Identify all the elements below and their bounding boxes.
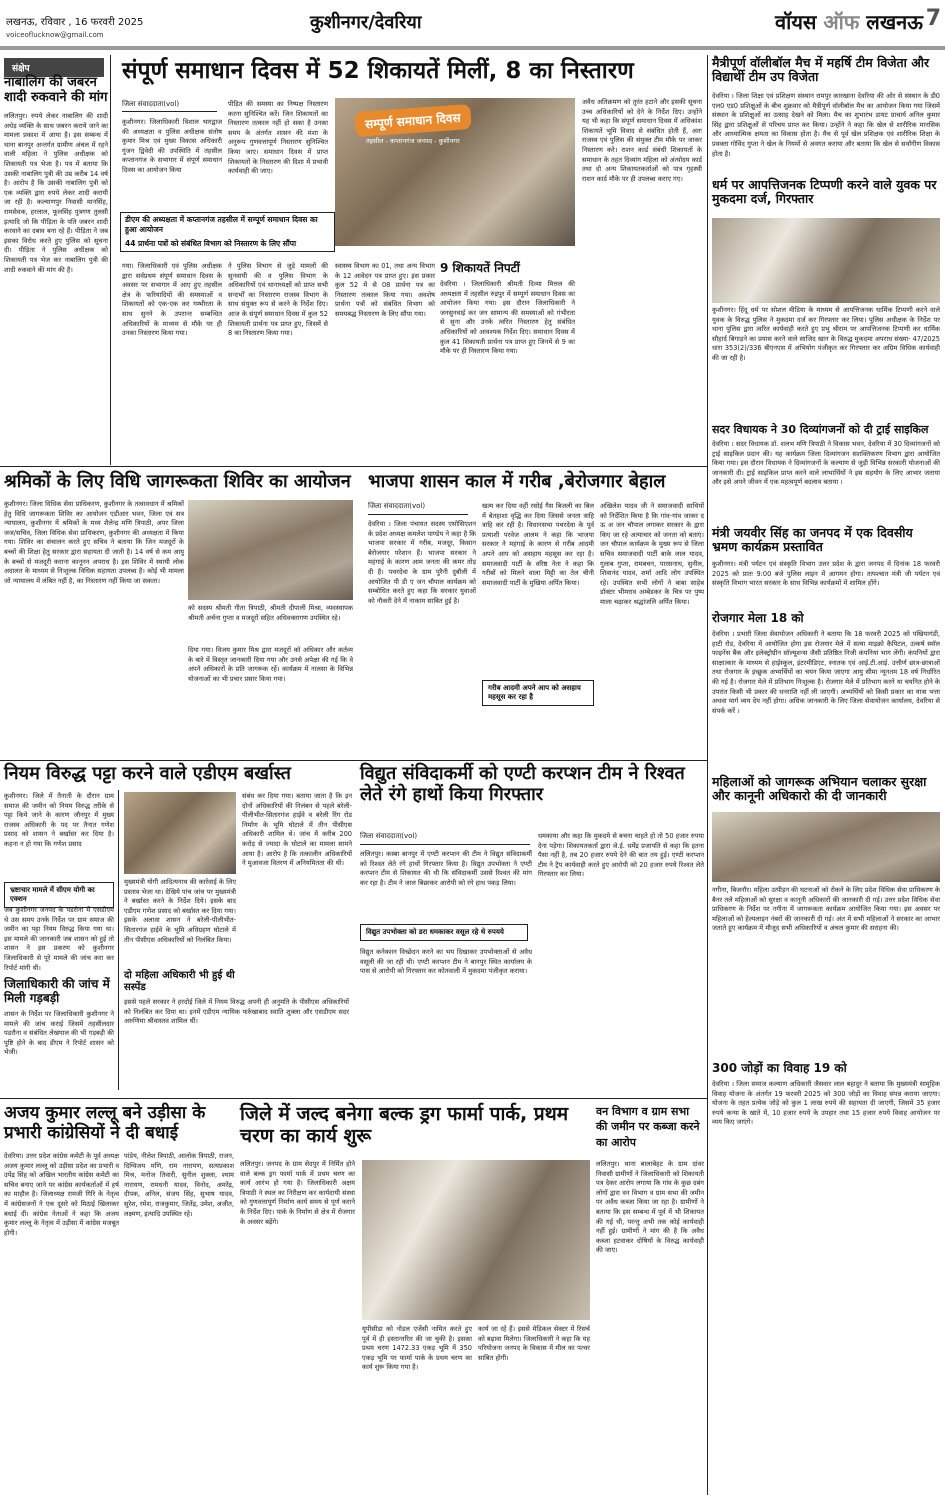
forest-headline[interactable]: वन विभाग व ग्राम सभा की जमीन पर कब्जा करने का आरोप [596, 1105, 700, 1149]
bjp-col1: देवरिया । जिला पंचायत सदस्य एसोसिएशन के प्रदेश अध्यक्ष कमलेश पाण्डेय ने कहा है कि भाजपा सरकार में गरीब, मजदूर, किसान बेरोजगार परेशान हैं। भाजपा सरकार ने महंगाई के कारण आम जनता की कमर तोड़ दी है। पथरदेवा के ग्राम पुरैनी दुबौली में आयोजित पी डी ए जन चौपाल कार्यक्रम को सम्बोधित करते हुए कहा कि सरकार युवाओं को नौकरी देने में नाकाम साबित हुई है। [368, 520, 476, 605]
bjp-highlight: गरीब आदमी अपने आप को असहाय महसूस कर रहा है [482, 680, 594, 706]
legal-camp-body-2: दिया गया। विजय कुमार मिश्र द्वारा मजदूरों को अधिकार और कर्तव्य के बारे में विस्तृत जानकारी दिया गया और उनसे अपेक्षा की गई कि वे अपने अधिकारों के प्रति जागरूक रहें। कार्यक्रम में नालसा के विभिन्न योजनाओं का भी प्रचार प्रसार किया गया। [188, 646, 353, 683]
column-divider [118, 790, 119, 1090]
drug-park-col1: ललितपुर। जनपद के ग्राम सेदपुर में निर्मित होने वाले बल्क ड्रग फार्मा पार्क में प्रथम चरण का कार्य आरंभ हो गया है। जिलाधिकारी अक्षय त्रिपाठी ने स्थल का निरीक्षण कर कार्यदायी संस्था को गुणवत्तापूर्ण निर्माण कार्य समय से पूर्ण कराने के निर्देश दिए। पार्क के निर्माण से क्षेत्र में रोजगार के अवसर बढ़ेंगे। [240, 1160, 355, 1226]
legal-camp-photo[interactable] [188, 500, 353, 600]
row-divider [0, 466, 707, 467]
row-divider [0, 760, 707, 761]
electricity-byline: जिला संवाददाता(vol) [360, 832, 418, 840]
lead-col4: ने पुलिस विभाग से जुड़े मामलों की सुनवायी की व पुलिस विभाग के अधिकारियों एवं थानाध्यक्षों को प्राप्त सभी सन्दर्भों का निस्तारण राजस्व विभाग के साथ संयुक्त रूप से करने के निर्देश दिए। आज के संपूर्ण समाधान दिवस में कुल 52 शिकायती प्रार्थना पत्र प्राप्त हुए, जिसमें से 8 का निस्तारण किया गया। [228, 262, 328, 338]
volleyball-body: देवरिया । जिला शिक्षा एवं प्रशिक्षण संस्थान रामपुर कारखाना देवरिया की ओर से संस्थान के डी0 एल0 एड0 प्रशिक्षुओं के बीच शुक्रवार को मैत्रीपूर्ण वॉलीबॉल मैच का आयोजन किया गया जिसमें संस्थान के प्रशिक्षुओं का उत्साह देखने को मिला। मैच का शुभारंभ डायट प्राचार्य अनिल कुमार सिंह द्वारा प्रशिक्षुओं से परिचय प्राप्त कर किया। उन्होंने ने कहा कि खेल से शारीरिक मानसिक और आध्यात्मिक क्षमता का विकास होता है। मैच से पूर्व खेल प्रशिक्षक एवं शारीरिक शिक्षा के प्रवक्ता गोविंद गुप्ता ने खेल के नियमों से अवगत कराया और बताया कि खेल से सर्वांगीण विकास होता है। [712, 92, 940, 158]
adm-headline[interactable]: नियम विरुद्ध पट्टा करने वाले एडीएम बर्खास्त [4, 763, 291, 784]
legal-camp-caption: को सदस्य श्रीमती गीता त्रिपाठी, श्रीमती दीपाली मिश्रा, व्यवस्थापक श्रीमती अर्चना गुप्ता व मजदूरों सहित अधिवक्तागण उपस्थित रहे। [188, 604, 353, 622]
masthead-logo [775, 8, 923, 35]
adm-subhead[interactable]: जिलाधिकारी की जांच में मिली गड़बड़ी [4, 977, 110, 1005]
contact-email[interactable]: voiceoflucknow@gmail.com [6, 31, 104, 39]
photo-banner: सम्पूर्ण समाधान दिवस [354, 104, 471, 137]
adm-col2b: इससे पहले सरकार ने हरदोई जिले में नियम विरुद्ध अपनी ही अनुमति के पीसीएस अधिकारियों को निलंबित कर दिया था। इनमें एडीएम न्यायिक फर्रुखाबाद स्वाति शुक्ला और एसडीएम सदर अरुणिमा श्रीवास्तव शामिल थीं। [124, 998, 349, 1026]
legal-camp-body: कुशीनगर। जिला विधिक सेवा प्राधिकरण, कुशीनगर के तत्वावधान में श्रमिकों हेतु विधि जागरूकता शिविर का आयोजन एडीआर भवन, जिला एवं सत्र न्यायालय, कुशीनगर में श्रमिकों के मध्य शैलेन्द्र मणि त्रिपाठी, अपर जिला जज/सचिव, जिला विधिक सेवा प्राधिकरण, कुशीनगर की अध्यक्षता में किया गया। शिविर का संचालन करते हुए सचिव ने बताया कि जिन मजदूरों के बच्चों की शिक्षा हेतु सरकार द्वारा सहायता दी जाती है। 14 वर्ष से कम आयु के बच्चों से मजदूरी कराना कानूनन अपराध है। इस शिविर में स्थायी लोक अदालत के माध्यम से निःशुल्क विधिक सहायता उपलब्ध है। कोई भी मामला जो न्यायालय में लंबित नहीं है, का निस्तारण नहीं किया जा सकता। [4, 500, 184, 585]
lead-col3: गया। जिलाधिकारी एवं पुलिस अधीक्षक द्वारा सर्वप्रथम संपूर्ण समाधान दिवस के अवसर पर सभागार में आए हुए तहसील क्षेत्र के फरियादियों की समस्याओं व शिकायतों को एक-एक कर गम्भीरता के साथ सुनने के उपरान्त सम्बन्धित अधिकारियों के माध्यम से मौके पर ही उनका निस्तारण किया गया। [122, 262, 222, 338]
adm-highlight: भ्रष्टाचार मामले में सीएम योगी का एक्शन [4, 882, 114, 908]
bjp-headline[interactable]: भाजपा शासन काल में गरीब ,बेरोजगार बेहाल [368, 471, 666, 492]
forest-body: ललितपुर। थाना बालाबेहट के ग्राम दांवर निवासी ग्रामीणों ने जिलाधिकारी को शिकायती पत्र देकर आरोप लगाया कि गांव के कुछ दबंग लोगों द्वारा वन विभाग व ग्राम सभा की जमीन पर अवैध कब्जा किया जा रहा है। ग्रामीणों ने बताया कि इस सम्बन्ध में पूर्व में भी शिकायत की गई थी, परन्तु अभी तक कोई कार्यवाही नहीं हुई। ग्रामीणों ने मांग की है कि अवैध कब्जा हटवाकर दोषियों के विरुद्ध कार्यवाही की जाए। [596, 1160, 704, 1255]
volleyball-headline[interactable]: मैत्रीपूर्ण वॉलीबॉल मैच में महर्षि टीम विजेता और विद्यार्थी टीम उप विजेता [712, 55, 930, 85]
lead-headline[interactable]: संपूर्ण समाधान दिवस में 52 शिकायतें मिलीं, 8 का निस्तारण [122, 58, 634, 84]
bjp-col3: अखिलेश यादव जी ने समाजवादी साथियों को निर्देशित किया है कि गांव-गांव जाकर द ऊ अ जन चौपाल लगाकर सरकार के द्वारा किए जा रहे अत्याचार को जनता को बताएं। जन चौपाल कार्यक्रम के मुख्य रूप से जिला सचिव समाजवादी पार्टी बाके लाल यादव, गुलाब गुप्ता, रामबचन, पारसनाथ, सुनील, शिवानंद यादव, शर्मा आदि लोग उपस्थित रहे। उपस्थित सभी लोगों ने बाबा साहेब डॉक्टर भीमराव अम्बेडकर के चित्र पर पुष्प माला चढ़ाकर श्रद्धांजलि अर्पित किया। [600, 502, 704, 606]
issue-date: लखनऊ, रविवार , 16 फरवरी 2025 [6, 17, 144, 28]
brand-part-1: वॉयस [775, 10, 817, 34]
adm-col3: संबंध कर दिया गया। बताया जाता है कि इन दोनों अधिकारियों की निलंबन से पहले बरेली-पीलीभीत-सितारगंज हाईवे व बरेली रिंग रोड निर्माण के भूमि घोटाले में तीन पीसीएस अधिकारी शामिल थे। जांच में करीब 200 करोड़ से ज्यादा के घोटाले का मामला सामने आया है। आरोप है कि तत्कालीन अधिकारियों ने मुआवजा वितरण में अनियमितता की थी। [242, 792, 352, 868]
arrest-body: कुशीनगर। हिंदू धर्म पर सोशल मीडिया के माध्यम से आपत्तिजनक धार्मिक टिप्पणी करने वाले युवक के विरुद्ध पुलिस ने मुकदमा दर्ज कर गिरफ्तार कर लिया। पुलिस अधीक्षक के निर्देश पर थाना पुलिस द्वारा त्वरित कार्यवाही करते हुए प्रभु श्रीराम पर आपत्तिजनक टिप्पणी कर धार्मिक सौहार्द बिगाड़ने का प्रयास करने वाले साजिद खान के विरुद्ध मुकदमा अपराध संख्या- 47/2025 धारा 353(2)/336 बीएनएस में अभियोग पंजीकृत कर गिरफ्तार कर अग्रिम विधिक कार्यवाही की जा रही है। [712, 306, 940, 362]
drug-park-col3: कार्य जा रहे हैं। इससे मेडिकल सेक्टर में रिसर्च को बढ़ावा मिलेगा। जिलाधिकारी ने कहा कि यह परियोजना जनपद के विकास में मील का पत्थर साबित होगी। [478, 1325, 590, 1362]
lead-col2: पीड़ित की समस्या का निष्पक्ष निस्तारण करना सुनिश्चित करें। जिन शिकायतों का निस्तारण तत्काल नहीं हो सका है उनका समय के अंतर्गत शासन की मंशा के अनुरूप गुणवत्तापूर्ण निस्तारण सुनिश्चित किया जाए। समाधान दिवस में प्राप्त शिकायतों के निस्तारण की दिशा में प्रभावी कार्यवाही की जाए। [228, 100, 328, 176]
byline-rule [368, 514, 468, 515]
photo-banner-sub: तहसील - कप्तानगंज जनपद - कुशीनगर [365, 137, 460, 145]
byline-rule [360, 844, 530, 845]
congress-headline[interactable]: अजय कुमार लल्लू बने उड़ीसा के प्रभारी कांग्रेसियों ने दी बधाई [4, 1103, 206, 1143]
section-title: कुशीनगर/देवरिया [310, 12, 422, 33]
page-number: 7 [925, 6, 941, 31]
brand-part-3: लखनऊ [866, 10, 923, 34]
adm-body-3: शासन के निर्देश पर जिलाधिकारी कुशीनगर ने मामले की जांच कराई जिसमें तहसीलदार पडरौना व संबंधित लेखपाल की भी गड़बड़ी की पुष्टि होने के बाद डीएम ने रिपोर्ट शासन को भेजी। [4, 1010, 114, 1057]
drug-park-caption: यूपीसीडा को नोडल एजेंसी नामित करते हुए पूर्व में ही हस्तान्तरित की जा चुकी है। इसका प्रथम चरण 1472.33 एकड़ भूमि में 350 एकड़ भूमि पर फार्मा पार्क के प्रथम चरण का कार्य शुरू किया गया है। [362, 1325, 472, 1372]
congress-col2: पांडेय, नीलेश त्रिपाठी, आलोक त्रिपाठी, राजन, दिग्विजय मणि, राम नारायण, सत्यप्रकाश मिश्र, मनोज तिवारी, सुनील शुक्ला, श्याम नारायण, रामधनी यादव, विनोद, अमरेंद्र, दीपक, अनिल, संजय सिंह, सुभाष यादव, सुरेश, रमेश, राजकुमार, जितेंद्र, उमेश, अजीत, लक्ष्मण, इत्यादि उपस्थित रहे। [124, 1152, 234, 1218]
tricycle-body: देवरिया । सदर विधायक डॉ. शलभ मणि त्रिपाठी ने विकास भवन, देवरिया में 30 दिव्यांगजनों को ट्राई साइकिल प्रदान की। यह कार्यक्रम जिला दिव्यांगजन सशक्तिकरण विभाग द्वारा आयोजित किया गया। इस दौरान विधायक ने दिव्यांगजनों के कल्याण से जुड़ी विभिन्न सरकारी योजनाओं की जानकारी दी। ट्राई साइकिल प्राप्त करने वाले लाभार्थियों ने इस सहयोग के लिए आभार जताया और इसे अपने जीवन में एक महत्वपूर्ण बदलाव बताया । [712, 440, 940, 487]
brief-headline[interactable]: नाबालिग की जबरन शादी रुकवाने की मांग [4, 75, 108, 105]
adm-body: कुशीनगर। जिले में तैनाती के दौरान ग्राम समाज की जमीन को नियम विरुद्ध तरीके से पट्टा किये जाने के कारण जौनपुर में मुख्य राजस्व अधिकारी के पद पर तैनात गणेश प्रसाद को शासन ने बर्खास्त कर दिया है। कहना न हो गया कि गणेश प्रसाद [4, 792, 114, 848]
lead-photo[interactable] [335, 98, 575, 246]
legal-camp-headline[interactable]: श्रमिकों के लिए विधि जागरूकता शिविर का आयोजन [4, 471, 351, 492]
women-headline[interactable]: महिलाओं को जागरूक अभियान चलाकर सुरक्षा और कानूनी अधिकारो की दी जानकारी [712, 774, 927, 804]
adm-subhead-2[interactable]: दो महिला अधिकारी भी हुई थी सस्पेंड [124, 970, 235, 993]
lead-right-col: अवैध अतिक्रमण को तुरंत हटाने और इसकी सूचना उच्च अधिकारियों को देने के निर्देश दिए। उन्होंने यह भी कहा कि संपूर्ण समाधान दिवस में अधिकांश शिकायतें भूमि विवाद से संबंधित होती हैं, अतः राजस्व एवं पुलिस की संयुक्त टीम मौके पर जाकर निस्तारण करे। राशन कार्ड संबंधी शिकायतों के समाधान के तहत दिव्यांग महिला को अंत्योदय कार्ड तथा दो अन्य शिकायतकर्ताओं को पात्र गृहस्थी राशन कार्ड मौके पर ही उपलब्ध कराए गए। [582, 98, 702, 183]
header-divider [0, 46, 945, 50]
electricity-col2: विद्युत कनेक्शन विच्छेदन करने का भय दिखाकर उपभोक्ताओं से अवैध वसूली की जा रही थी। एण्टी करप्शन टीम ने बानपुर स्थित कार्यालय के पास से आरोपी को गिरफ्तार कर कोतवाली में मुकदमा पंजीकृत कराया। [360, 948, 532, 976]
lead-highlight-1: डीएम की अध्यक्षता में कप्तानगंज तहसील में सम्पूर्ण समाधान दिवस का हुआ आयोजन [125, 215, 318, 234]
electricity-headline[interactable]: विद्युत संविदाकर्मी को एण्टी करप्शन टीम ने रिश्वत लेते रंगे हाथों किया गिरफ्तार [360, 763, 685, 805]
arrest-photo[interactable] [712, 218, 940, 303]
column-divider [110, 55, 111, 465]
congress-body: देवरिया। उत्तर प्रदेश कांग्रेस कमेटी के पूर्व अध्यक्ष अजय कुमार लल्लू को उड़ीसा प्रदेश का प्रभारी व उपेंद्र सिंह को अखिल भारतीय कांग्रेस कमेटी का सचिव बनाए जाने पर कांग्रेस कार्यकर्ताओं में हर्ष का माहौल है। जिलाध्यक्ष रामजी गिरि के नेतृत्व में कांग्रेसजनों ने एक दूसरे को मिठाई खिलाकर बधाई दी। कांग्रेस नेताओं ने कहा कि अजय कुमार लल्लू के नेतृत्व में उड़ीसा में कांग्रेस मजबूत होगी। [4, 1152, 119, 1237]
job-fair-body: देवरिया । प्रभारी जिला सेवायोजन अधिकारी ने बताया कि 18 फरवरी 2025 को पखियागंडी, हाटी रोड, देवरिया में आयोजित होगा इस रोजगार मेले में सत्या माइक्रो कैपिटल, उत्कर्ष स्मॉल फाइनेंस बैंक और इलेक्ट्रोग्रीन सॉल्यूशन्स जैसी प्रतिष्ठित निजी कंपनियां भाग लेंगी। कंपनियों द्वारा साक्षात्कार के माध्यम से हाईस्कूल, इंटरमीडिएट, स्नातक एवं आई.टी.आई. उत्तीर्ण छात्र-छात्राओं तथा रोजगार के इच्छुक अभ्यर्थियों का चयन किया जाएगा आयु सीमा न्यूनतम 18 वर्ष निर्धारित की गई है। रोजगार मेले में प्रतिभाग निःशुल्क है। रोजगार मेले में प्रतिभाग करने या चयनित होने के उपरांत किसी भी प्रकार की धनराशि नहीं ली जाएगी। अभ्यर्थियों को किसी प्रकार का यात्रा भत्ता अथवा मार्ग व्यय देय नहीं होगा। अधिक जानकारी के लिए जिला सेवायोजन कार्यालय, देवरिया से संपर्क करें । [712, 630, 940, 715]
lead-highlight-2: 44 प्रार्थना पत्रों को संबंधित विभाग को निस्तारण के लिए सौंपा [125, 239, 297, 248]
electricity-col3: धमकाया और कहा कि मुकदमे से बचना चाहते हो तो 50 हजार रुपया देना पड़ेगा। शिकायतकर्ता द्वारा जे.ई. धर्मेंद्र प्रजापति से कहा कि इतना पैसा नहीं है, तब 20 हजार रुपये देने की बात तय हुई। एण्टी करप्शन टीम ने ट्रैप कार्यवाही करते हुए आरोपी को 20 हजार रुपये रिश्वत लेते गिरफ्तार कर लिया। [538, 832, 704, 879]
adm-col2: मुख्यमंत्री योगी आदित्यनाथ की कार्रवाई के लिए प्रस्ताव भेजा था। देखिये पांच जांच पर मुख्यमंत्री ने बर्खास्त करने के निर्देश दिये। इसके बाद एडीएम गणेश प्रसाद को बर्खास्त कर दिया गया। इसके अलावा शासन ने बरेली-पीलीभीत-सितारगंज हाईवे के भूमि अधिग्रहण घोटाले में तीन पीसीएस अधिकारियों को निलंबित किया। [124, 878, 236, 944]
lead-col1: कुशीनगर। जिलाधिकारी विशाल भारद्वाज की अध्यक्षता व पुलिस अधीक्षक संतोष कुमार मिश्र एवं मुख्य विकास अधिकारी गुंजन द्विवेदी की उपस्थिति में तहसील कप्तानगंज के सभागार में संपूर्ण समाधान दिवस का आयोजन किया [122, 118, 222, 174]
women-photo[interactable] [712, 812, 940, 882]
sub-story-headline[interactable]: 9 शिकायतें निपटीं [440, 261, 520, 275]
marriage-headline[interactable]: 300 जोड़ों का विवाह 19 को [712, 1061, 847, 1075]
electricity-highlight: विद्युत उपभोक्ता को डरा धमकाकर वसूल रहे थे रुपयये [360, 924, 528, 941]
brief-label: संक्षेप [4, 58, 104, 77]
brand-part-2: ऑफ [823, 10, 860, 34]
bjp-col2: खत्म कर दिया वहीं रसोई गैस बिजली का बिल में बेतहाशा वृद्धि कर दिया जिससे जनता त्राहि त्राहि कर रही है। विधानसभा पथरदेवा के पूर्व प्रत्याशी परवेज आलम ने कहा कि भाजपा सरकार ने महंगाई के कारण से गरीब आदमी अपने आप को असहाय महसूस कर रहा है। समाजवादी पार्टी के वरिष्ठ नेता ने कहा कि गरीबों को मिलने वाला मिट्टी का तेल चीनी समाजवादी पार्टी के मुखिया अर्पित किया। [482, 502, 594, 587]
job-fair-headline[interactable]: रोजगार मेला 18 को [712, 611, 804, 625]
row-divider [0, 1098, 707, 1099]
sub-story-body: देवरिया । जिलाधिकारी श्रीमती दिव्या मित्तल की अध्यक्षता में तहसील रुद्रपुर में सम्पूर्ण समाधान दिवस का आयोजन किया गया। इस दौरान जिलाधिकारी ने जनसुनवाई कर जन सामान्य की समस्याओं को गंभीरता से सुना और उनके त्वरित निस्तारण हेतु संबंधित अधिकारियों को आवश्यक निर्देश दिए। समाधान दिवस में कुल 41 शिकायती प्रार्थना पत्र प्राप्त हुए जिनमें से 9 का मौके पर ही निस्तारण किया गया। [440, 280, 575, 356]
lead-byline: जिला संवाददाता(vol) [122, 100, 180, 108]
minister-headline[interactable]: मंत्री जयवीर सिंह का जनपद में एक दिवसीय भ्रमण कार्यक्रम प्रस्तावित [712, 525, 913, 555]
lead-highlights-box [120, 212, 335, 252]
brief-body: ललितपुर। रुपये लेकर नाबालिग की शादी अधेड़ व्यक्ति के साथ जबरन कराये जाने का मामला प्रकाश में आया है। इस सम्बन्ध में थाना बानपुर अन्तर्गत ग्रामीण अंचल में रहने वाली महिला ने पुलिस अधीक्षक को शिकायती पत्र भेजा है। पत्र में बताया कि उसकी नाबालिग पुत्री की उम्र करीब 14 वर्ष है। आरोप है कि उसकी नाबालिग पुत्री को एक व्यक्ति द्वारा रुपये लेकर शादी करायी जा रही है। कल्याणपुर निवासी मानसिंह, रामसेवक, हरलाल, फूलसिंह पुत्रगण तुलसी इत्यादि जो कि पीड़िता के पति जबरन शादी करवाने का दबाव बना रहे हैं। पीड़िता ने जब इसका विरोध करते हुए पुलिस को सूचना दी। पीड़िता ने पुलिस अधीक्षक को शिकायती पत्र भेज कर नाबालिग पुत्री की शादी रुकवाने की मांग की है। [4, 112, 108, 274]
drug-park-photo[interactable] [362, 1160, 590, 1320]
lead-col5: स्वास्थ्य विभाग का 01, तथा अन्य विभाग के 12 आवेदन पत्र प्राप्त हुए। इस प्रकार कुल 52 में से 08 प्रार्थना पत्र का निस्तारण तत्काल किया गया। अवशेष प्रार्थना पत्रों को संबंधित विभाग को समयबद्ध निस्तारण के लिए सौंपा गया। [335, 262, 435, 318]
tricycle-headline[interactable]: सदर विधायक ने 30 दिव्यांगजनों को दी ट्राई साइकिल [712, 423, 929, 436]
drug-park-headline[interactable]: जिले में जल्द बनेगा बल्क ड्रग फार्मा पार्क, प्रथम चरण का कार्य शुरू [240, 1103, 569, 1147]
minister-body: कुशीनगर। मंत्री पर्यटन एवं संस्कृति विभाग उत्तर प्रदेश के द्वारा जनपद में दिनांक 18 फरवरी 2025 को प्रातः 9:00 बजे पुलिस लाइन में आगमन होगा। तत्पश्चात मंत्री जी पर्यटन एवं संस्कृति विभाग भारत सरकार के साथ विभिन्न कार्यक्रमों में शामिल होंगे। [712, 560, 940, 588]
bjp-byline: जिला संवाददाता(vol) [368, 502, 426, 510]
column-divider [707, 55, 708, 1495]
electricity-col1: ललितपुर। कस्बा बानपुर में एण्टी करप्शन की टीम ने विद्युत संविदाकर्मी को रिश्वत लेते रंगे हाथों गिरफ्तार किया है। विद्युत उपभोक्ता ने एण्टी करप्शन टीम से शिकायत की थी कि संविदाकर्मी उससे रिश्वत की मांग कर रहा है। टीम ने जाल बिछाकर आरोपी को रंगे हाथ पकड़ लिया। [360, 850, 532, 887]
adm-photo[interactable] [124, 792, 236, 874]
women-body: नगीना, बिजनौर। महिला उत्पीड़न की घटनाओं को रोकने के लिए प्रदेश विधिक सेवा प्राधिकरण के बैनर तले महिलाओं को सुरक्षा व कानूनी अधिकारों की जानकारी दी गई। उत्तर प्रदेश विधिक सेवा प्राधिकरण के निर्देश पर नगीना में जागरूकता कार्यक्रम आयोजित किया गया। इस अवसर पर महिलाओं को हेल्पलाइन नंबरों की जानकारी दी गई। अंत में सभी महिलाओं ने सरकार का आभार जताते हुए कार्यक्रम में मौजूद सभी अधिकारियों व अंचल कुमार की सराहना की। [712, 886, 940, 933]
byline-rule [122, 111, 217, 112]
arrest-headline[interactable]: धर्म पर आपत्तिजनक टिप्पणी करने वाले युवक पर मुकदमा दर्ज, गिरफ्तार [712, 177, 937, 207]
adm-body-2: जब कुशीनगर जनपद के पडरौना में एसडीएम थे उस समय उनके निर्देश पर ग्राम समाज की जमीन का पट्टा नियम विरुद्ध किया गया था। इस मामले की जानकारी जब शासन को हुई तो शासन ने इस प्रकरण को कुशीनगर जिलाधिकारी से पूरे मामले की जांच करा कर रिपोर्ट मांगी थी। [4, 906, 114, 972]
marriage-body: देवरिया । जिला समाज कल्याण अधिकारी जैसवार लाल बहादुर ने बताया कि मुख्यमंत्री सामूहिक विवाह योजना के अंतर्गत 19 फरवरी 2025 को 300 जोड़ों का विवाह संपन्न कराया जाएगा। योजना के तहत प्रत्येक जोड़े को कुल 1 लाख रुपये की सहायता दी जाएगी, जिसमें 35 हजार रुपये कन्या के खाते में, 10 हजार रुपये के उपहार तथा 15 हजार रुपये विवाह आयोजन पर व्यय किए जाएंगे। [712, 1080, 940, 1127]
